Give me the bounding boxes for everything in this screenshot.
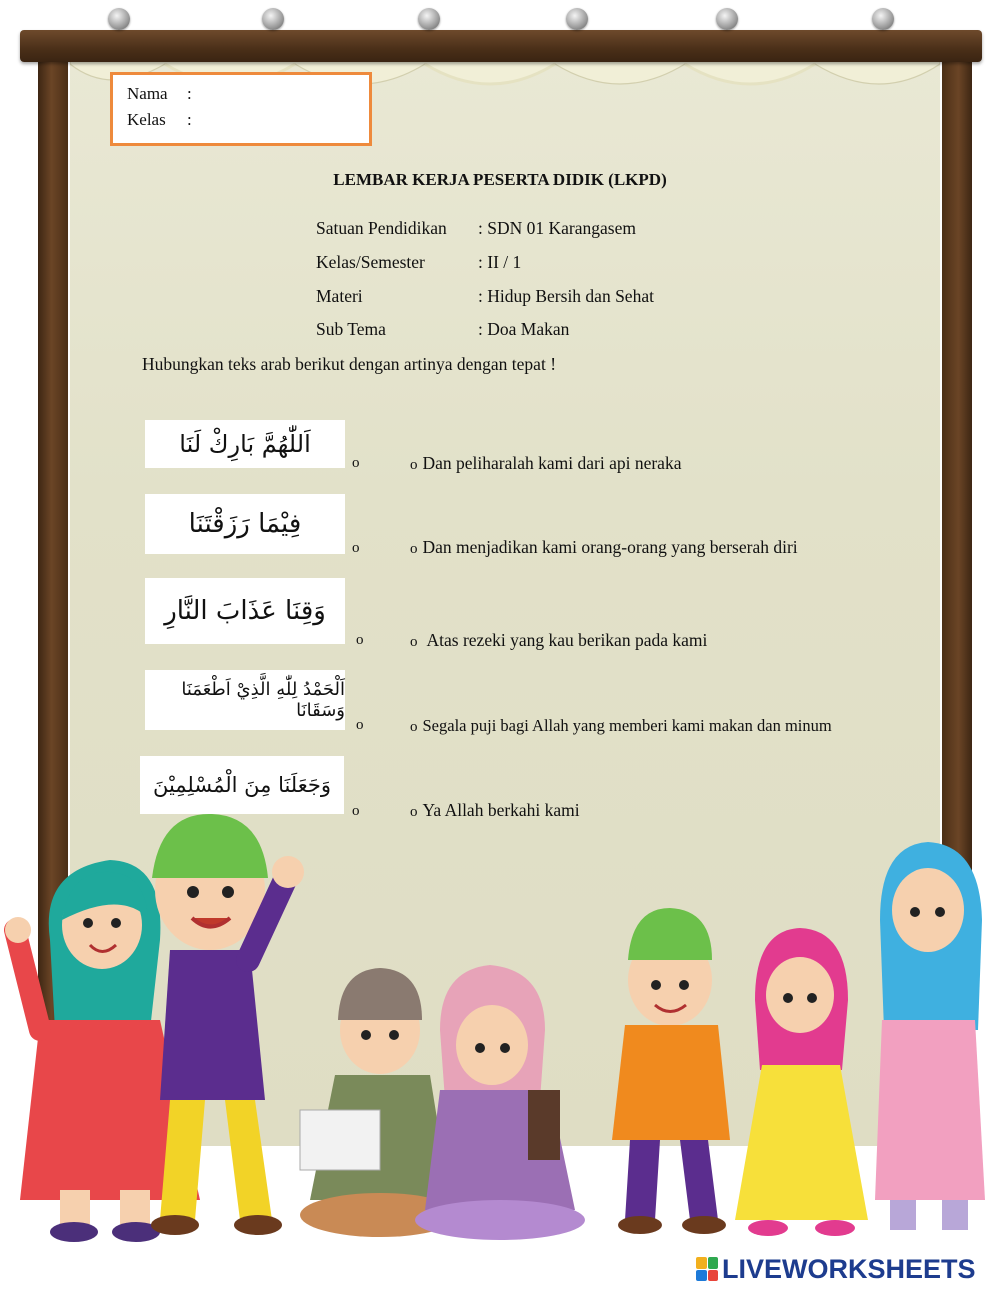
connect-dot-left-1[interactable]: o [352, 455, 360, 471]
pin-icon [566, 8, 588, 30]
liveworksheets-text: LIVEWORKSHEETS [722, 1253, 976, 1284]
pin-icon [716, 8, 738, 30]
answer-option-4 [410, 716, 832, 736]
answer-text-4: Segala puji bagi Allah yang memberi kami makan dan minum [422, 716, 832, 735]
answer-text-1: Dan peliharalah kami dari api neraka [422, 453, 682, 473]
answer-option-1 [410, 453, 681, 474]
arabic-text-2[interactable]: فِيْمَا رَزَقْتَنَا [145, 494, 345, 554]
page-title: LEMBAR KERJA PESERTA DIDIK (LKPD) [333, 170, 667, 189]
info-label-subtheme: Sub Tema [316, 319, 386, 339]
info-label-school: Satuan Pendidikan [316, 218, 447, 238]
answer-option-3 [410, 630, 707, 651]
info-value-class: : II / 1 [478, 252, 522, 272]
connect-dot-left-2[interactable]: o [352, 540, 360, 556]
info-value-school: : SDN 01 Karangasem [478, 218, 636, 238]
name-row[interactable] [127, 84, 192, 104]
pin-icon [418, 8, 440, 30]
answer-text-2: Dan menjadikan kami orang-orang yang berserah diri [422, 537, 798, 557]
connect-dot-left-3[interactable]: o [356, 632, 364, 648]
wood-frame-top [20, 30, 982, 62]
instruction-text: Hubungkan teks arab berikut dengan artinya dengan tepat ! [142, 354, 557, 374]
name-label: Nama [127, 84, 168, 103]
answer-text-3: Atas rezeki yang kau berikan pada kami [426, 630, 708, 650]
liveworksheets-logo[interactable] [696, 1254, 976, 1284]
connect-dot-right-3[interactable]: o [410, 634, 418, 650]
class-colon: : [187, 110, 192, 129]
info-value-subtheme: : Doa Makan [478, 319, 570, 339]
connect-dot-right-1[interactable]: o [410, 457, 418, 473]
pin-icon [872, 8, 894, 30]
children-illustration [0, 800, 1000, 1250]
class-label: Kelas [127, 110, 166, 129]
connect-dot-right-2[interactable]: o [410, 541, 418, 557]
pin-icon [108, 8, 130, 30]
answer-text-5: Ya Allah berkahi kami [422, 800, 580, 820]
arabic-text-3[interactable]: وَقِنَا عَذَابَ النَّارِ [145, 578, 345, 644]
info-value-material: : Hidup Bersih dan Sehat [478, 286, 654, 306]
student-info-box [110, 72, 372, 146]
info-label-material: Materi [316, 286, 363, 306]
connect-dot-left-5[interactable]: o [352, 803, 360, 819]
connect-dot-right-5[interactable]: o [410, 804, 418, 820]
connect-dot-left-4[interactable]: o [356, 717, 364, 733]
arabic-text-1[interactable]: اَللّٰهُمَّ بَارِكْ لَنَا [145, 420, 345, 468]
liveworksheets-mark-icon [696, 1257, 718, 1281]
arabic-text-4[interactable]: اَلْحَمْدُ لِلّٰهِ الَّذِيْ اَطْعَمَنَا وَسَقَانَا [145, 670, 345, 730]
pin-icon [262, 8, 284, 30]
answer-option-2 [410, 537, 798, 558]
info-label-class: Kelas/Semester [316, 252, 425, 272]
arabic-text-5[interactable]: وَجَعَلَنَا مِنَ الْمُسْلِمِيْنَ [140, 756, 344, 814]
connect-dot-right-4[interactable]: o [410, 719, 418, 735]
class-row[interactable] [127, 110, 192, 130]
name-colon: : [187, 84, 192, 103]
